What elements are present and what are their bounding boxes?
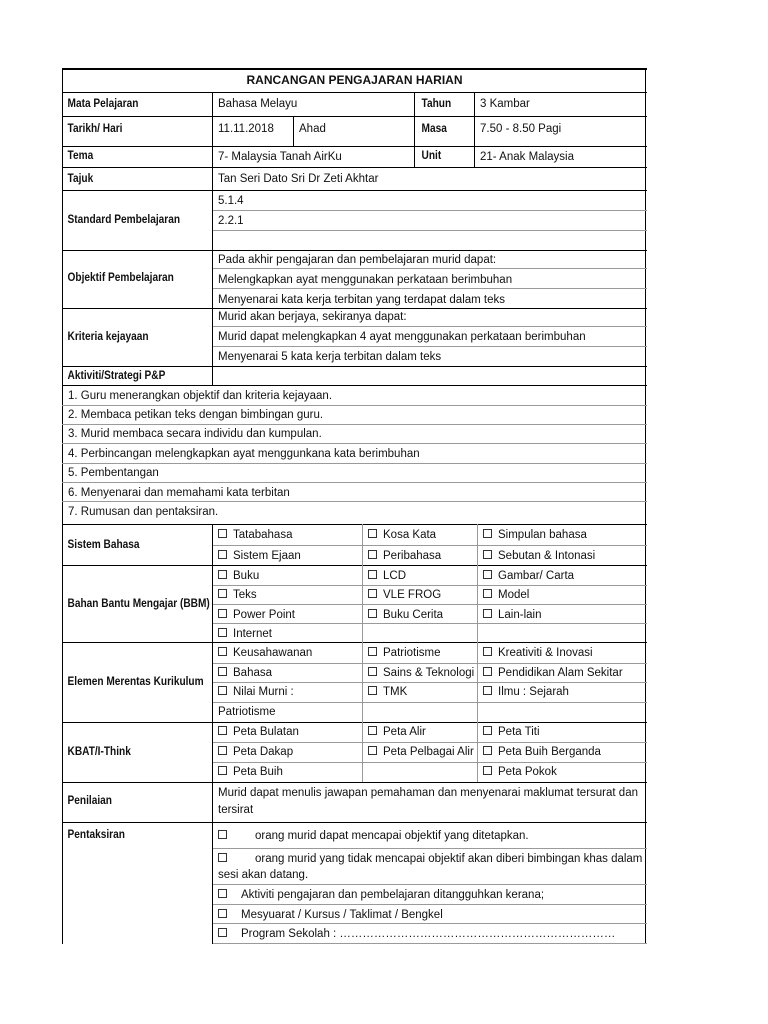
checkbox-item: Peta Titi <box>479 725 544 739</box>
standard-label: Standard Pembelajaran <box>67 214 181 226</box>
checkbox-item: Teks <box>214 588 261 602</box>
checkbox-icon[interactable] <box>368 746 377 755</box>
lesson-plan-sheet <box>62 68 647 944</box>
unit-value: 21- Anak Malaysia <box>480 151 574 163</box>
checkbox-icon[interactable] <box>218 609 227 618</box>
checkbox-item: Gambar/ Carta <box>479 569 578 583</box>
checkbox-icon[interactable] <box>368 570 377 579</box>
kbat-label: KBAT/I-Think <box>67 746 131 758</box>
tarikh-label: Tarikh/ Hari <box>67 123 123 135</box>
checkbox-item: Internet <box>214 627 276 641</box>
aktiviti-item: 5. Pembentangan <box>68 467 159 479</box>
checkbox-icon[interactable] <box>218 628 227 637</box>
kriteria-item: Murid dapat melengkapkan 4 ayat menggunakan perkataan berimbuhan <box>218 331 586 343</box>
checkbox-icon[interactable] <box>218 647 227 656</box>
checkbox-item: LCD <box>364 569 410 583</box>
checkbox-icon[interactable] <box>218 909 227 918</box>
checkbox-icon[interactable] <box>368 726 377 735</box>
checkbox-icon[interactable] <box>218 667 227 676</box>
checkbox-item: Ilmu : Sejarah <box>479 685 573 699</box>
checkbox-item: Tatabahasa <box>214 528 296 542</box>
checkbox-icon[interactable] <box>483 570 492 579</box>
checkbox-item: Peta Pokok <box>479 765 561 779</box>
checkbox-item: Lain-lain <box>479 608 545 622</box>
checkbox-icon[interactable] <box>218 853 227 862</box>
checkbox-icon[interactable] <box>218 550 227 559</box>
checkbox-icon[interactable] <box>483 647 492 656</box>
page-title: RANCANGAN PENGAJARAN HARIAN <box>246 73 463 87</box>
hari-value: Ahad <box>299 123 326 135</box>
penilaian-text: Murid dapat menulis jawapan pemahaman dan menyenarai maklumat tersurat dan <box>218 787 638 799</box>
checkbox-item: Buku <box>214 569 263 583</box>
aktiviti-item: 4. Perbincangan melengkapkan ayat menggunkana kata berimbuhan <box>68 448 420 460</box>
tajuk-value: Tan Seri Dato Sri Dr Zeti Akhtar <box>218 173 379 185</box>
standard-item: 5.1.4 <box>218 195 244 207</box>
checkbox-icon[interactable] <box>483 686 492 695</box>
tajuk-label: Tajuk <box>67 173 94 185</box>
objektif-label: Objektif Pembelajaran <box>67 272 174 284</box>
penilaian-label: Penilaian <box>67 795 112 807</box>
emk-label: Elemen Merentas Kurikulum <box>67 676 204 688</box>
aktiviti-item: 7. Rumusan dan pentaksiran. <box>68 506 219 518</box>
checkbox-icon[interactable] <box>483 589 492 598</box>
pentaksiran-item: Program Sekolah : ……………………………………………………………… <box>214 927 619 941</box>
checkbox-icon[interactable] <box>218 529 227 538</box>
checkbox-icon[interactable] <box>218 570 227 579</box>
checkbox-item: Nilai Murni : <box>214 685 298 699</box>
objektif-item: Pada akhir pengajaran dan pembelajaran murid dapat: <box>218 254 497 266</box>
checkbox-icon[interactable] <box>218 726 227 735</box>
checkbox-item: Keusahawanan <box>214 646 316 660</box>
tema-value: 7- Malaysia Tanah AirKu <box>218 151 342 163</box>
objektif-item: Menyenarai kata kerja terbitan yang terdapat dalam teks <box>218 294 506 306</box>
checkbox-icon[interactable] <box>218 830 227 839</box>
checkbox-item: Peta Buih Berganda <box>479 745 605 759</box>
unit-label: Unit <box>421 150 442 162</box>
checkbox-item: Simpulan bahasa <box>479 528 591 542</box>
checkbox-icon[interactable] <box>218 766 227 775</box>
penilaian-text: tersirat <box>218 804 254 816</box>
checkbox-icon[interactable] <box>218 928 227 937</box>
checkbox-item: Peribahasa <box>364 549 445 563</box>
checkbox-item: Pendidikan Alam Sekitar <box>479 666 627 680</box>
emk-note: Patriotisme <box>218 706 276 718</box>
aktiviti-item: 6. Menyenarai dan memahami kata terbitan <box>68 487 290 499</box>
checkbox-icon[interactable] <box>483 726 492 735</box>
tema-label: Tema <box>67 150 94 162</box>
kriteria-item: Murid akan berjaya, sekiranya dapat: <box>218 311 407 323</box>
checkbox-icon[interactable] <box>218 746 227 755</box>
checkbox-icon[interactable] <box>483 766 492 775</box>
checkbox-icon[interactable] <box>368 550 377 559</box>
standard-item: 2.2.1 <box>218 215 244 227</box>
objektif-item: Melengkapkan ayat menggunakan perkataan berimbuhan <box>218 274 513 286</box>
checkbox-icon[interactable] <box>483 550 492 559</box>
tarikh-value: 11.11.2018 <box>218 123 274 135</box>
checkbox-item: Model <box>479 588 533 602</box>
checkbox-item: Bahasa <box>214 666 276 680</box>
checkbox-icon[interactable] <box>368 647 377 656</box>
checkbox-item: Peta Pelbagai Alir <box>364 745 478 759</box>
checkbox-item: Sebutan & Intonasi <box>479 549 599 563</box>
sistem-bahasa-label: Sistem Bahasa <box>67 539 140 551</box>
checkbox-item: Kreativiti & Inovasi <box>479 646 597 660</box>
checkbox-item: Peta Dakap <box>214 745 297 759</box>
checkbox-icon[interactable] <box>368 609 377 618</box>
checkbox-icon[interactable] <box>368 529 377 538</box>
checkbox-item: Sains & Teknologi <box>364 666 478 680</box>
checkbox-icon[interactable] <box>483 529 492 538</box>
checkbox-icon[interactable] <box>218 889 227 898</box>
kriteria-label: Kriteria kejayaan <box>67 331 149 343</box>
checkbox-icon[interactable] <box>483 609 492 618</box>
aktiviti-item: 2. Membaca petikan teks dengan bimbingan guru. <box>68 409 324 421</box>
pentaksiran-label: Pentaksiran <box>67 829 125 841</box>
aktiviti-label: Aktiviti/Strategi P&P <box>67 370 166 382</box>
pentaksiran-item: Aktiviti pengajaran dan pembelajaran ditangguhkan kerana; <box>214 888 548 902</box>
masa-label: Masa <box>421 123 447 135</box>
checkbox-icon[interactable] <box>218 589 227 598</box>
mata-pelajaran-label: Mata Pelajaran <box>67 98 139 110</box>
checkbox-item: Peta Bulatan <box>214 725 303 739</box>
pentaksiran-item: orang murid dapat mencapai objektif yang ditetapkan. <box>214 829 533 843</box>
mata-pelajaran-value: Bahasa Melayu <box>218 98 298 110</box>
checkbox-icon[interactable] <box>218 686 227 695</box>
aktiviti-item: 1. Guru menerangkan objektif dan kriteria kejayaan. <box>68 390 333 402</box>
pentaksiran-item: Mesyuarat / Kursus / Taklimat / Bengkel <box>214 908 447 922</box>
checkbox-item: Buku Cerita <box>364 608 447 622</box>
bbm-label: Bahan Bantu Mengajar (BBM) <box>67 598 210 610</box>
checkbox-item: Sistem Ejaan <box>214 549 305 563</box>
checkbox-item: Kosa Kata <box>364 528 440 542</box>
checkbox-item: Patriotisme <box>364 646 445 660</box>
checkbox-icon[interactable] <box>483 667 492 676</box>
checkbox-item: Peta Buih <box>214 765 287 779</box>
checkbox-item: VLE FROG <box>364 588 445 602</box>
checkbox-icon[interactable] <box>368 686 377 695</box>
pentaksiran-item: orang murid yang tidak mencapai objektif akan diberi bimbingan khas dalam <box>214 852 646 866</box>
checkbox-item: Peta Alir <box>364 725 430 739</box>
kriteria-item: Menyenarai 5 kata kerja terbitan dalam teks <box>218 351 442 363</box>
checkbox-icon[interactable] <box>368 589 377 598</box>
aktiviti-item: 3. Murid membaca secara individu dan kumpulan. <box>68 428 322 440</box>
checkbox-item: TMK <box>364 685 411 699</box>
checkbox-icon[interactable] <box>368 667 377 676</box>
pentaksiran-text: sesi akan datang. <box>218 869 309 881</box>
tahun-label: Tahun <box>421 98 452 110</box>
masa-value: 7.50 - 8.50 Pagi <box>480 123 562 135</box>
checkbox-item: Power Point <box>214 608 299 622</box>
checkbox-icon[interactable] <box>483 746 492 755</box>
tahun-value: 3 Kambar <box>480 98 530 110</box>
